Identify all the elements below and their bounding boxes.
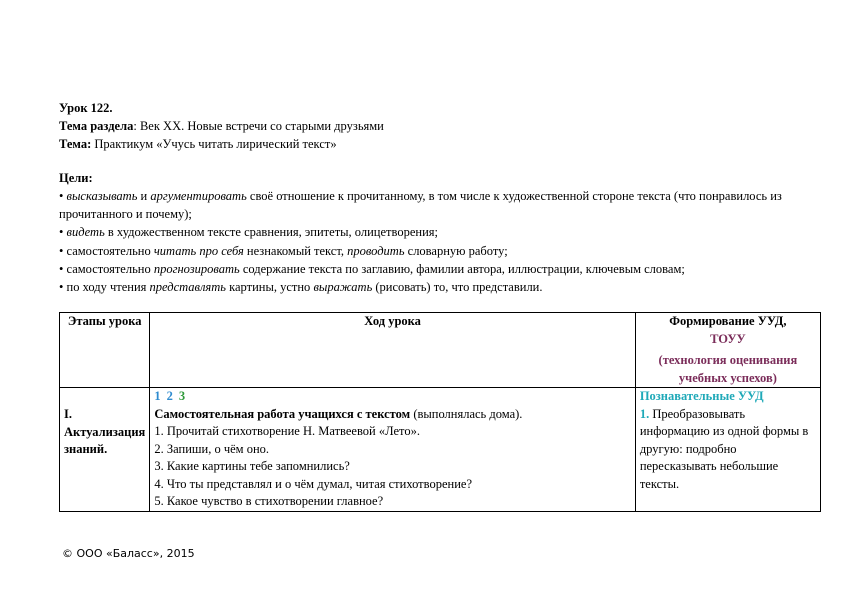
task-item: 1. Прочитай стихотворение Н. Матвеевой «Лето». [154, 424, 420, 438]
tech-label: (технология оценивания учебных успехов) [658, 353, 798, 385]
goal-item: • самостоятельно прогнозировать содержание текста по заглавию, фамилии автора, иллюстрации, ключевым словам; [59, 261, 685, 276]
stage-cell [60, 388, 150, 512]
lesson-header [59, 99, 819, 153]
section-label: Тема раздела [59, 119, 134, 133]
goals-list [59, 187, 824, 296]
lesson-flow-header: Ход урока [150, 313, 635, 388]
topic-value: Практикум «Учусь читать лирический текст» [91, 137, 337, 151]
task-item: 2. Запиши, о чём оно. [154, 441, 270, 456]
uud-header: Формирование УУД, ТОУУ (технология оценивания учебных успехов) [635, 313, 820, 388]
table-row [60, 388, 821, 512]
topic-label: Тема: [59, 137, 92, 151]
goal-item: • высказывать и аргументировать своё отношение к прочитанному, в том числе к художественной стороне текста (что понравилось из прочитанного и почему); [59, 189, 782, 222]
goals-heading: Цели: [59, 171, 93, 185]
copyright-footer: © ООО «Баласс», 2015 [62, 547, 195, 560]
stage-title: I. Актуализация знаний. [64, 407, 146, 456]
lesson-table [59, 312, 821, 512]
goal-item: • самостоятельно читать про себя незнакомый текст, проводить словарную работу; [59, 243, 508, 258]
uud-cell [635, 388, 820, 512]
task-item: 5. Какое чувство в стихотворении главное? [154, 494, 384, 508]
uud-text: 1. Преобразовывать информацию из одной формы в другую: подробно пересказывать небольшие тексты. [639, 406, 809, 491]
task-item: 3. Какие картины тебе запомнились? [154, 459, 350, 473]
lesson-number: Урок 122. [59, 101, 113, 115]
table-header-row [60, 313, 821, 388]
tou-label: ТОУУ [710, 331, 746, 346]
stages-header: Этапы урока [60, 313, 150, 388]
section-value: : Век XX. Новые встречи со старыми друзьями [133, 119, 384, 133]
step-numbers: 1 2 3 [154, 389, 186, 403]
goal-item: • по ходу чтения представлять картины, устно выражать (рисовать) то, что представили. [59, 280, 543, 295]
uud-title: Познавательные УУД [639, 389, 764, 403]
lesson-flow-cell [150, 388, 635, 512]
task-item: 4. Что ты представлял и о чём думал, читая стихотворение? [154, 476, 472, 491]
work-title-line: Самостоятельная работа учащихся с текстом (выполнялась дома). [154, 406, 523, 421]
goal-item: • видеть в художественном тексте сравнения, эпитеты, олицетворения; [59, 225, 438, 240]
